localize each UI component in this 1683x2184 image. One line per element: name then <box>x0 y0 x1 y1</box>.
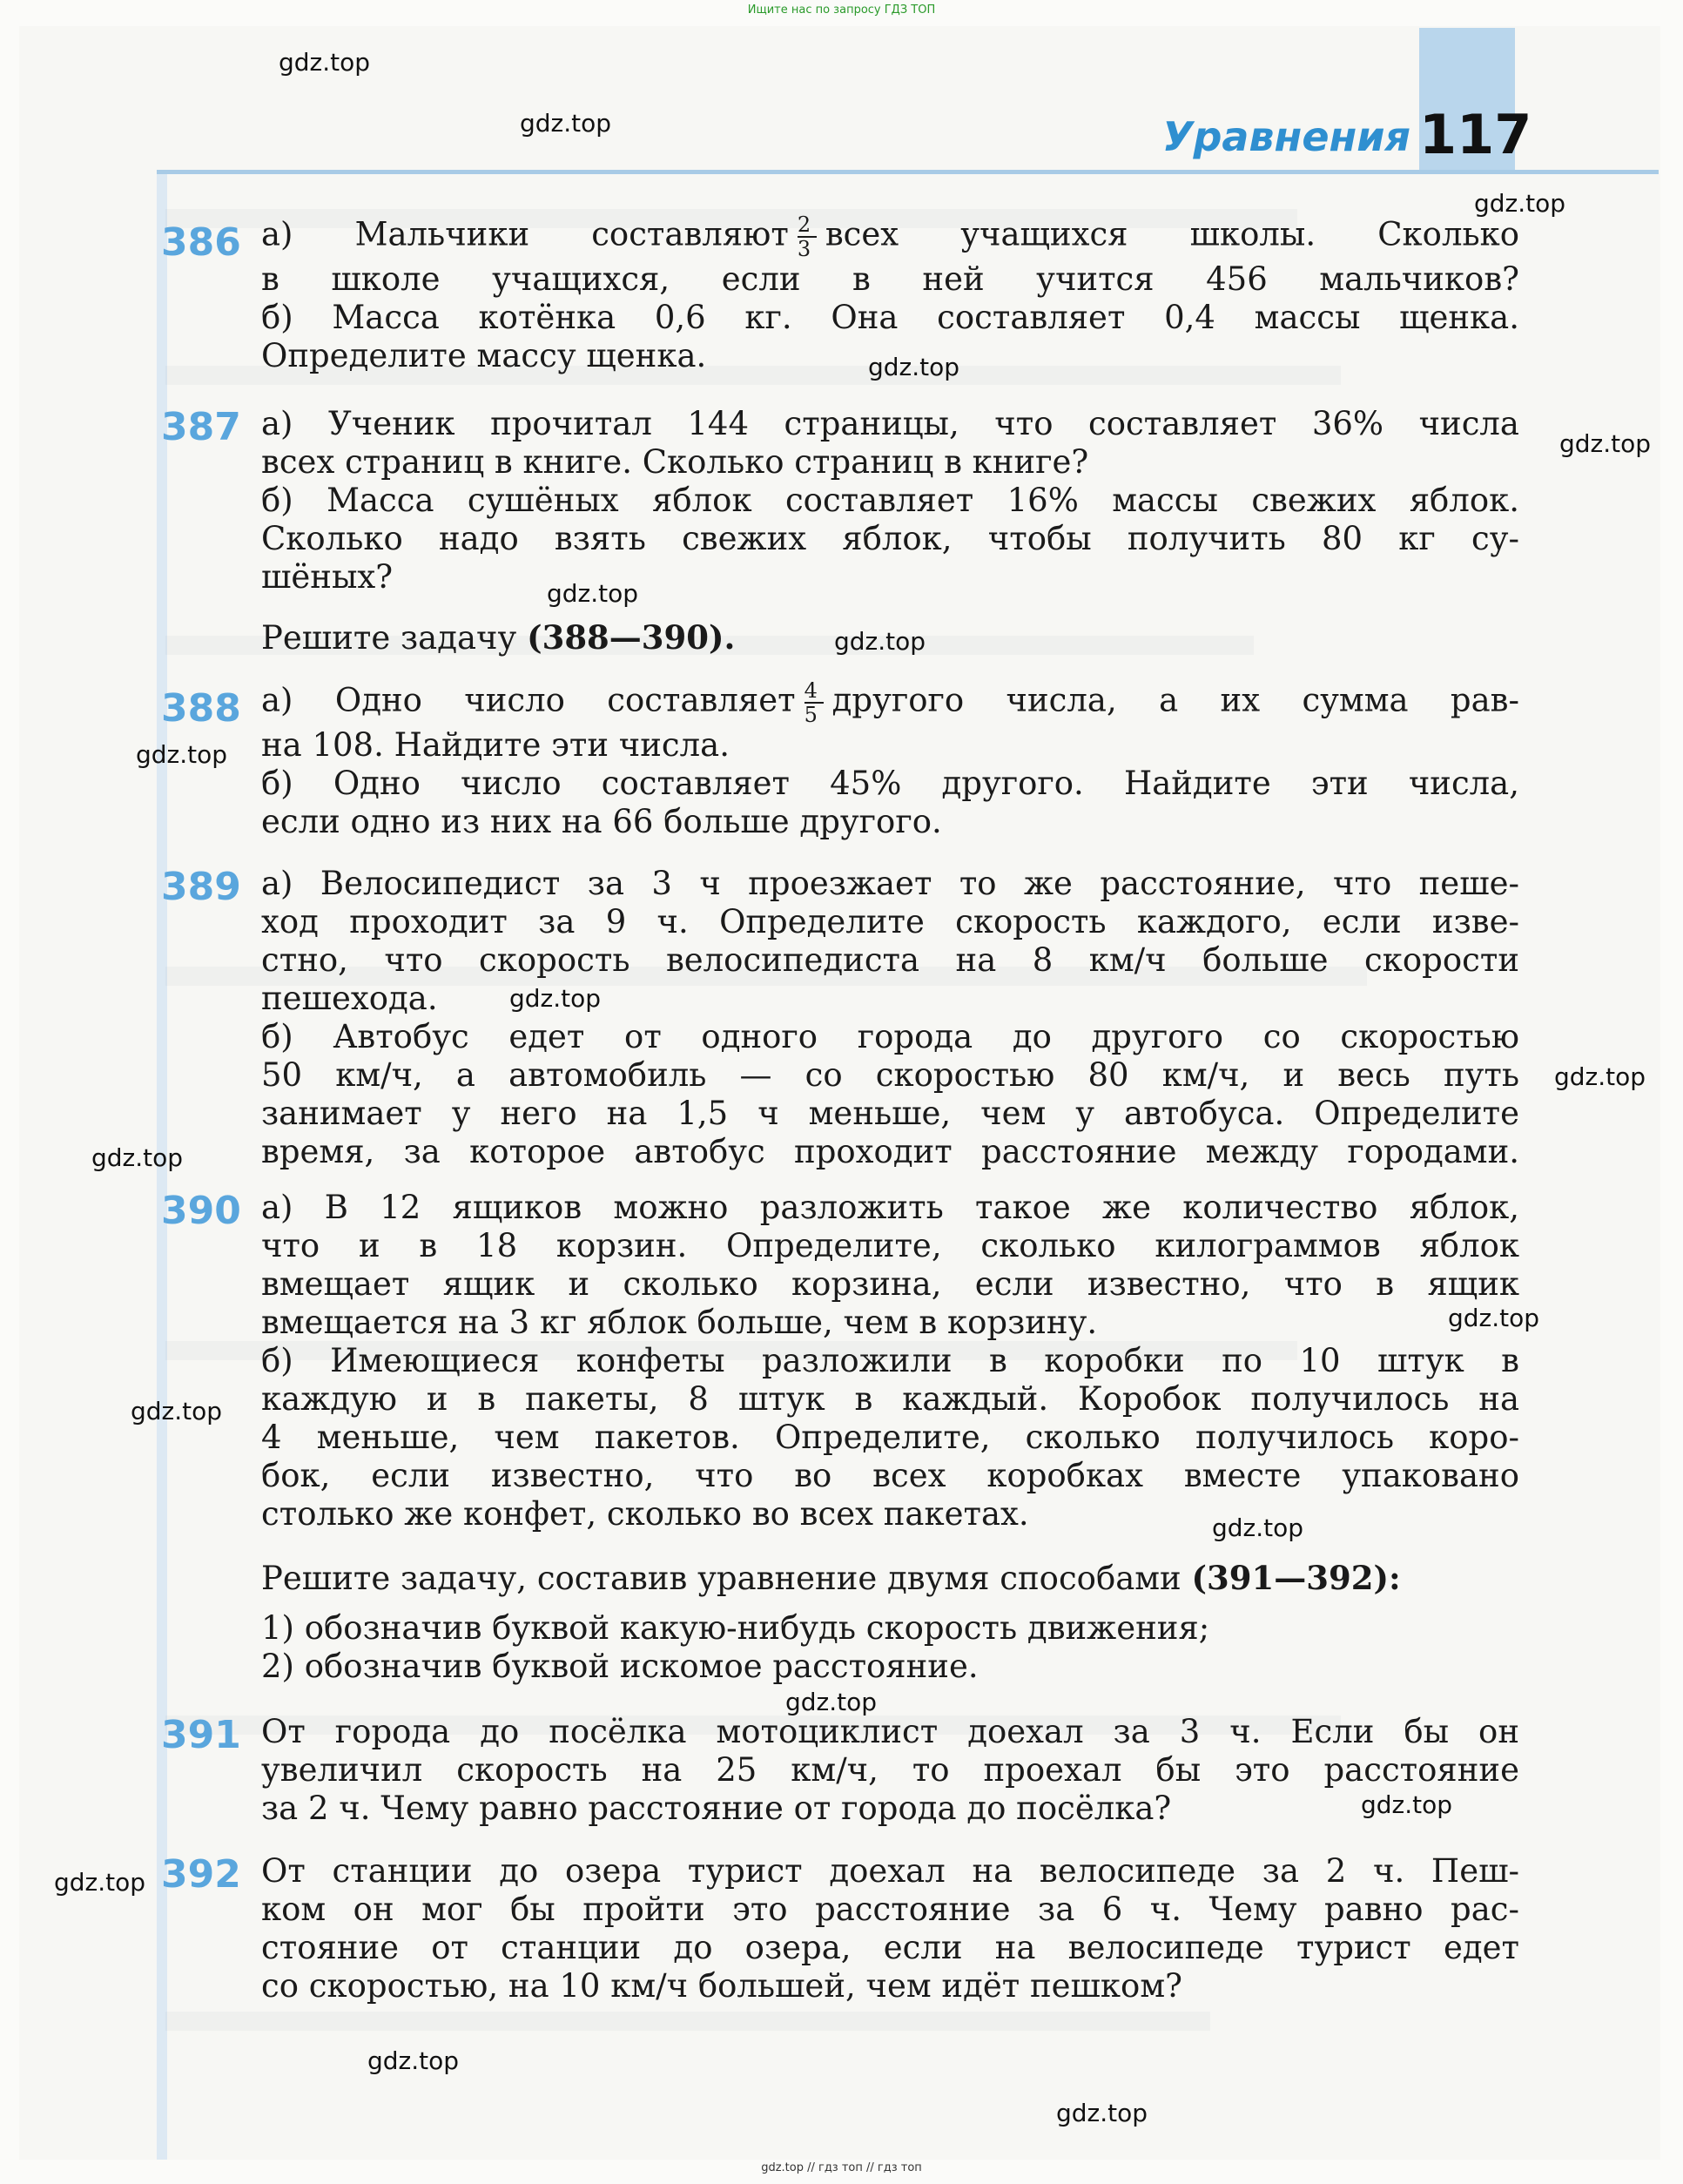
task-line: ком он мог бы пройти это расстояние за 6 ч. Чему равно рас- <box>261 1891 1519 1928</box>
task-number: 391 <box>161 1713 241 1757</box>
watermark: gdz.top <box>520 109 612 138</box>
watermark: gdz.top <box>1554 1062 1646 1091</box>
watermark: gdz.top <box>1056 2099 1148 2127</box>
fraction: $\frac{4}{5}$ <box>804 679 824 726</box>
task-line: за 2 ч. Чему равно расстояние от города до посёлка? <box>261 1790 1172 1827</box>
watermark: gdz.top <box>54 1868 146 1897</box>
task-line: время, за которое автобус проходит расстояние между городами. <box>261 1133 1519 1170</box>
watermark: gdz.top <box>509 984 602 1013</box>
fraction: $\frac{2}{3}$ <box>798 213 817 260</box>
watermark: gdz.top <box>1361 1790 1453 1819</box>
task-387 <box>161 405 1519 597</box>
section-heading: Решите задачу, составив уравнение двумя способами (391—392): <box>261 1559 1401 1597</box>
task-line: столько же конфет, сколько во всех пакетах. <box>261 1495 1029 1533</box>
task-line: ход проходит за 9 ч. Определите скорость каждого, если изве- <box>261 903 1519 940</box>
task-line: Определите массу щенка. <box>261 337 707 374</box>
watermark: gdz.top <box>1448 1304 1540 1332</box>
task-line: а) Ученик прочитал 144 страницы, что составляет 36% числа <box>261 405 1519 442</box>
watermark: gdz.top <box>1474 189 1566 218</box>
task-line: б) Масса сушёных яблок составляет 16% массы свежих яблок. <box>261 482 1519 519</box>
watermark: gdz.top <box>91 1143 184 1172</box>
task-line: со скоростью, на 10 км/ч большей, чем идёт пешком? <box>261 1967 1182 2005</box>
watermark: gdz.top <box>785 1688 878 1716</box>
task-line: б) Масса котёнка 0,6 кг. Она составляет 0,4 массы щенка. <box>261 299 1519 336</box>
task-line: б) Имеющиеся конфеты разложили в коробки по 10 штук в <box>261 1342 1519 1379</box>
top-note: Ищите нас по запросу ГДЗ ТОП <box>747 3 936 17</box>
task-line: стно, что скорость велосипедиста на 8 км/ч больше скорости <box>261 941 1519 979</box>
chapter-title: Уравнения <box>1162 113 1411 160</box>
task-number: 387 <box>161 405 241 449</box>
task-line: б) Автобус едет от одного города до другого со скоростью <box>261 1018 1519 1055</box>
watermark: gdz.top <box>1559 429 1652 458</box>
task-line: на 108. Найдите эти числа. <box>261 726 730 764</box>
watermark: gdz.top <box>279 48 371 77</box>
task-line: а) Мальчики составляют $\frac{2}{3}$ всех учащихся школы. Сколько <box>261 212 1519 261</box>
task-number: 392 <box>161 1852 241 1897</box>
watermark: gdz.top <box>1212 1513 1304 1542</box>
task-number: 390 <box>161 1189 241 1233</box>
header-rule <box>157 170 1659 174</box>
task-number: 388 <box>161 686 241 731</box>
task-line: вмещается на 3 кг яблок больше, чем в корзину. <box>261 1304 1098 1341</box>
task-line: а) Одно число составляет $\frac{4}{5}$ другого числа, а их сумма рав- <box>261 678 1520 727</box>
task-392 <box>161 1852 1519 2005</box>
section-heading: Решите задачу (388—390). <box>261 618 736 657</box>
task-line: стояние от станции до озера, если на велосипеде турист едет <box>261 1929 1519 1966</box>
bottom-note: gdz.top // гдз топ // гдз топ <box>761 2161 922 2174</box>
task-391 <box>161 1713 1519 1828</box>
task-line: б) Одно число составляет 45% другого. Найдите эти числа, <box>261 765 1519 802</box>
task-line: 4 меньше, чем пакетов. Определите, сколько получилось коро- <box>261 1419 1519 1456</box>
watermark: gdz.top <box>367 2046 460 2075</box>
task-line: если одно из них на 66 больше другого. <box>261 803 942 840</box>
task-line: 50 км/ч, а автомобиль — со скоростью 80 км/ч, и весь путь <box>261 1056 1519 1094</box>
method-list <box>261 1609 1519 1686</box>
task-line: От станции до озера турист доехал на велосипеде за 2 ч. Пеш- <box>261 1852 1519 1890</box>
task-line: Сколько надо взять свежих яблок, чтобы получить 80 кг су- <box>261 520 1519 557</box>
task-line: вмещает ящик и сколько корзина, если известно, что в ящик <box>261 1265 1519 1303</box>
task-line: что и в 18 корзин. Определите, сколько килограммов яблок <box>261 1227 1519 1264</box>
task-line: увеличил скорость на 25 км/ч, то проехал бы это расстояние <box>261 1751 1519 1789</box>
task-line: пешехода. <box>261 980 438 1017</box>
task-line: От города до посёлка мотоциклист доехал за 3 ч. Если бы он <box>261 1713 1519 1750</box>
task-line: всех страниц в книге. Сколько страниц в книге? <box>261 443 1089 481</box>
page-number: 117 <box>1419 103 1532 166</box>
watermark: gdz.top <box>136 740 228 769</box>
method-item: 1) обозначив буквой какую-нибудь скорость движения; <box>261 1609 1210 1647</box>
watermark: gdz.top <box>868 353 960 381</box>
watermark: gdz.top <box>131 1397 223 1426</box>
task-line: бок, если известно, что во всех коробках вместе упаковано <box>261 1457 1519 1494</box>
task-line: в школе учащихся, если в ней учится 456 мальчиков? <box>261 260 1519 298</box>
task-line: а) Велосипедист за 3 ч проезжает то же расстояние, что пеше- <box>261 865 1519 902</box>
task-line: каждую и в пакеты, 8 штук в каждый. Коробок получилось на <box>261 1380 1519 1418</box>
task-386 <box>161 212 1519 375</box>
task-389 <box>161 865 1519 1171</box>
task-line: шёных? <box>261 558 394 596</box>
watermark: gdz.top <box>547 579 639 608</box>
task-number: 386 <box>161 220 241 265</box>
task-line: занимает у него на 1,5 ч меньше, чем у автобуса. Определите <box>261 1095 1519 1132</box>
method-item: 2) обозначив буквой искомое расстояние. <box>261 1648 979 1685</box>
watermark: gdz.top <box>834 627 926 656</box>
task-line: а) В 12 ящиков можно разложить такое же количество яблок, <box>261 1189 1519 1226</box>
task-number: 389 <box>161 865 241 909</box>
